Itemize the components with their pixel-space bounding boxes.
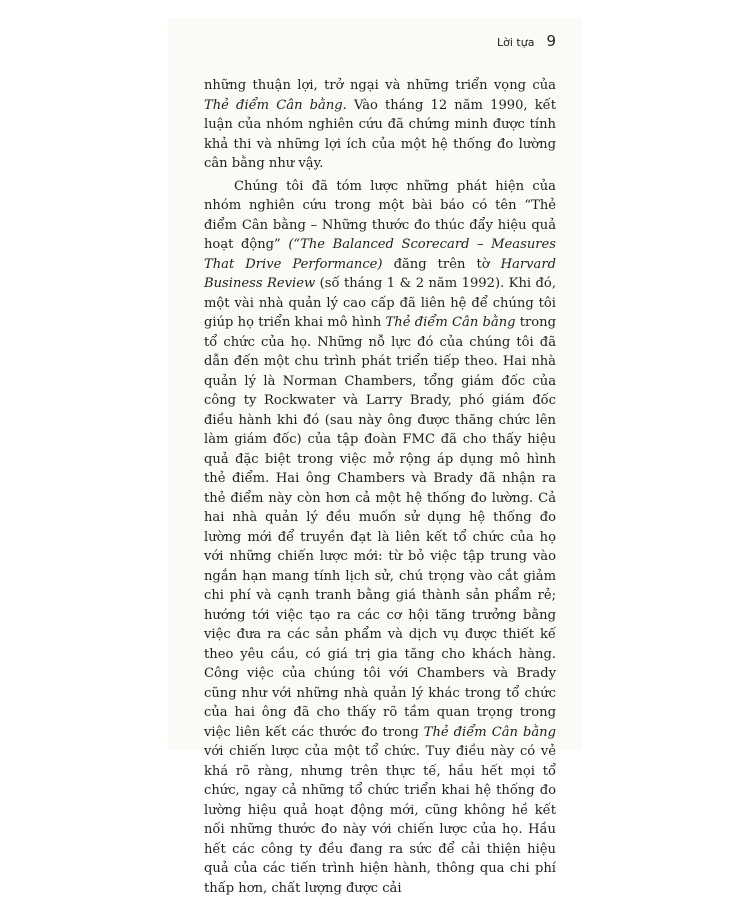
paragraph-2-text: đăng trên tờ	[383, 257, 501, 272]
journal-name: Harvard Business Review	[204, 257, 556, 292]
paragraph-2-text: Chúng tôi đã tóm lược những phát hiện của nhóm nghiên cứu trong một bài báo có tên “Thẻ điểm Cân bằng – Những thước đo thúc đẩy hiệu quả hoạt động”	[204, 179, 556, 253]
book-title-reference: Thẻ điểm Cân bằng	[204, 98, 343, 113]
running-header	[497, 32, 556, 50]
paragraph-2-text: với chiến lược của một tổ chức. Tuy điều này có vẻ khá rõ ràng, nhưng trên thực tế, hầu hết mọi tổ chức, ngay cả những tổ chức triển khai hệ thống đo lường hiệu quả hoạt động mới, cũng không hề kết nối những thước đo này với chiến lược của họ. Hầu hết các công ty đều đang ra sức để cải thiện hiệu quả của các tiến trình hiện hành, thông qua chi phí thấp hơn, chất lượng được cải	[204, 744, 556, 896]
paragraph-2-text: trong tổ chức của họ. Những nỗ lực đó của chúng tôi đã dẫn đến một chu trình phát triển tiếp theo. Hai nhà quản lý là Norman Chambers, tổng giám đốc của công ty Rockwater và Larry Brady, phó giám đốc điều hành khi đó (sau này ông được thăng chức lên làm giám đốc) của tập đoàn FMC đã cho thấy hiệu quả đặc biệt trong việc mở rộng áp dụng mô hình thẻ điểm. Hai ông Chambers và Brady đã nhận ra thẻ điểm này còn hơn cả một hệ thống đo lường. Cả hai nhà quản lý đều muốn sử dụng hệ thống đo lường mới để truyền đạt là liên kết tổ chức của họ với những chiến lược mới: từ bỏ việc tập trung vào ngắn hạn mang tính lịch sử, chú trọng vào cắt giảm chi phí và cạnh tranh bằng giá thành sản phẩm rẻ; hướng tới việc tạo ra các cơ hội tăng trưởng bằng việc đưa ra các sản phẩm và dịch vụ được thiết kế theo yêu cầu, có giá trị gia tăng cho khách hàng. Công việc của chúng tôi với Chambers và Brady cũng như với những nhà quản lý khác trong tổ chức của hai ông đã cho thấy rõ tầm quan trọng trong việc liên kết các thước đo trong	[204, 315, 556, 740]
book-page	[168, 18, 582, 750]
section-title: Lời tựa	[497, 36, 534, 49]
paragraph-1-text: . Vào tháng 12 năm 1990, kết luận của nhóm nghiên cứu đã chứng minh được tính khả thi và những lợi ích của một hệ thống đo lường cân bằng như vậy.	[204, 98, 556, 172]
paragraph-2	[204, 177, 556, 898]
paragraph-1-text: những thuận lợi, trở ngại và những triển vọng của	[204, 78, 556, 93]
book-title-reference: Thẻ điểm Cân bằng	[386, 315, 516, 330]
body-text	[204, 76, 556, 898]
paragraph-1	[204, 76, 556, 174]
paragraph-2-text: (số tháng 1 & 2 năm 1992). Khi đó, một vài nhà quản lý cao cấp đã liên hệ để chúng tôi giúp họ triển khai mô hình	[204, 276, 556, 330]
book-title-reference: Thẻ điểm Cân bằng	[424, 725, 556, 740]
english-article-title: (“The Balanced Scorecard – Measures That Drive Performance)	[204, 237, 556, 272]
page-number: 9	[546, 32, 556, 50]
